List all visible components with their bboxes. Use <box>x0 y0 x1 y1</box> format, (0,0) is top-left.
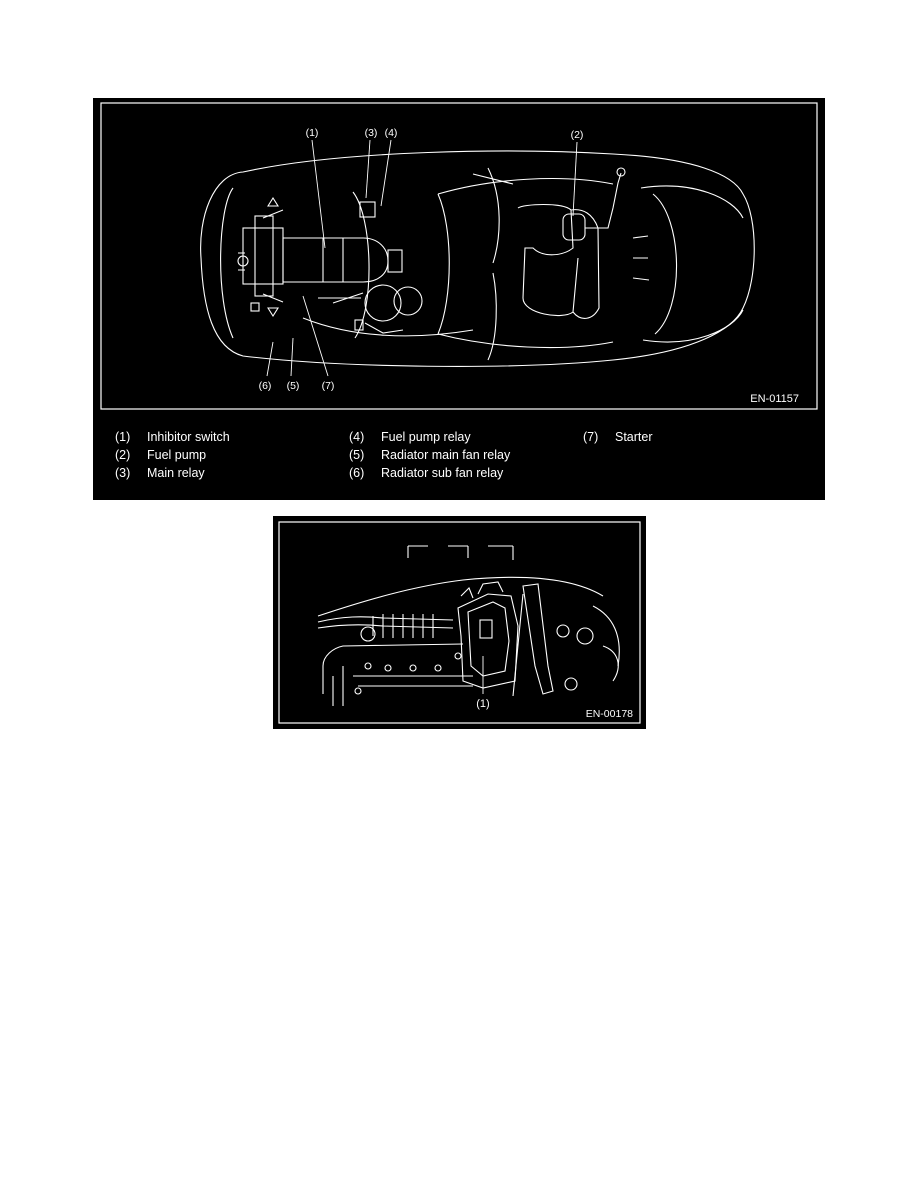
inhibitor-switch-figure <box>273 516 646 729</box>
legend-label-2: Fuel pump <box>147 448 207 462</box>
legend-num-2: (2) <box>115 448 131 462</box>
legend-label-4: Fuel pump relay <box>381 430 471 444</box>
legend-label-7: Starter <box>615 430 653 444</box>
legend-label-5: Radiator main fan relay <box>381 448 511 462</box>
legend-num-7: (7) <box>583 430 599 444</box>
callout-5: (5) <box>286 380 300 392</box>
callout-4: (4) <box>384 127 398 139</box>
vehicle-layout-figure <box>93 98 825 500</box>
callout-6: (6) <box>258 380 272 392</box>
figure2-callout-1: (1) <box>476 698 490 710</box>
legend-label-6: Radiator sub fan relay <box>381 466 504 480</box>
callout-3: (3) <box>364 127 378 139</box>
legend-num-3: (3) <box>115 466 131 480</box>
transmission-linework <box>318 546 619 706</box>
figure1-code: EN-01157 <box>750 393 799 405</box>
legend-label-3: Main relay <box>147 466 205 480</box>
callout-2: (2) <box>570 129 584 141</box>
callout-7: (7) <box>321 380 335 392</box>
legend-label-1: Inhibitor switch <box>147 430 230 444</box>
figure2-code: EN-00178 <box>585 708 633 720</box>
legend-num-4: (4) <box>349 430 365 444</box>
car-body-outline <box>201 151 755 366</box>
callout-1: (1) <box>305 127 319 139</box>
callout-leader-lines <box>267 140 577 376</box>
legend-num-5: (5) <box>349 448 365 462</box>
legend-num-6: (6) <box>349 466 365 480</box>
legend-num-1: (1) <box>115 430 131 444</box>
inhibitor-switch-drawing <box>273 516 646 729</box>
